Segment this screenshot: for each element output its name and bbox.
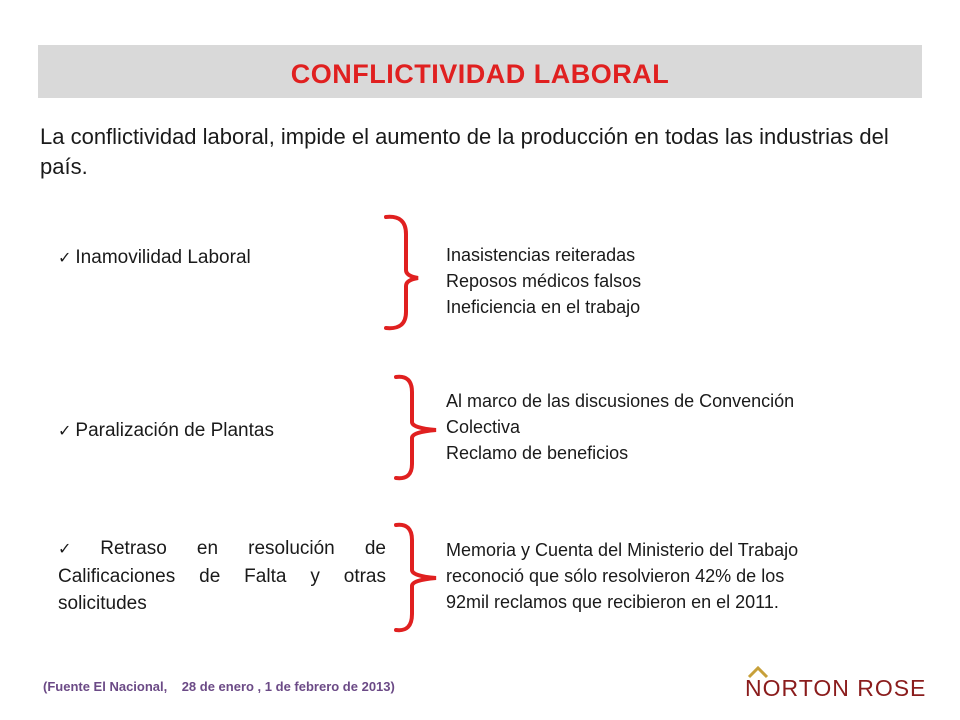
brace-icon: [390, 372, 440, 484]
detail-line: Reclamo de beneficios: [446, 443, 629, 463]
brace-icon: [380, 212, 420, 332]
checkmark-icon: ✓: [58, 541, 97, 558]
bullet-item-2-label: Paralización de Plantas: [75, 420, 274, 441]
detail-group-3: [446, 537, 798, 615]
detail-line: Colectiva: [446, 417, 521, 437]
brace-icon: [390, 520, 440, 635]
checkmark-icon: ✓: [58, 423, 72, 440]
bullet-item-1: [58, 244, 251, 272]
bullet-item-3-label: Retraso en resolución de Calificaciones de Falta y otras solicitudes: [58, 538, 386, 614]
detail-line: Reposos médicos falsos: [446, 271, 642, 291]
detail-line: reconoció que sólo resolvieron 42% de los: [446, 566, 785, 586]
detail-line: Inasistencias reiteradas: [446, 245, 636, 265]
norton-rose-logo: [745, 665, 925, 705]
bullet-item-1-label: Inamovilidad Laboral: [75, 247, 251, 268]
bullet-item-2: [58, 417, 274, 445]
title-bar: [38, 45, 922, 98]
detail-line: Memoria y Cuenta del Ministerio del Trabajo: [446, 540, 799, 560]
source-citation: (Fuente El Nacional, 28 de enero , 1 de febrero de 2013): [43, 679, 395, 694]
detail-group-1: [446, 242, 641, 320]
detail-group-2: [446, 388, 794, 466]
bullet-item-3: [58, 535, 386, 617]
intro-text: La conflictividad laboral, impide el aumento de la producción en todas las industrias del país.: [40, 124, 889, 179]
logo-text: NORTON ROSE: [745, 675, 927, 701]
detail-line: 92mil reclamos que recibieron en el 2011.: [446, 592, 779, 612]
checkmark-icon: ✓: [58, 250, 72, 267]
detail-line: Ineficiencia en el trabajo: [446, 297, 641, 317]
detail-line: Al marco de las discusiones de Convención: [446, 391, 795, 411]
page-title: CONFLICTIVIDAD LABORAL: [290, 59, 670, 89]
